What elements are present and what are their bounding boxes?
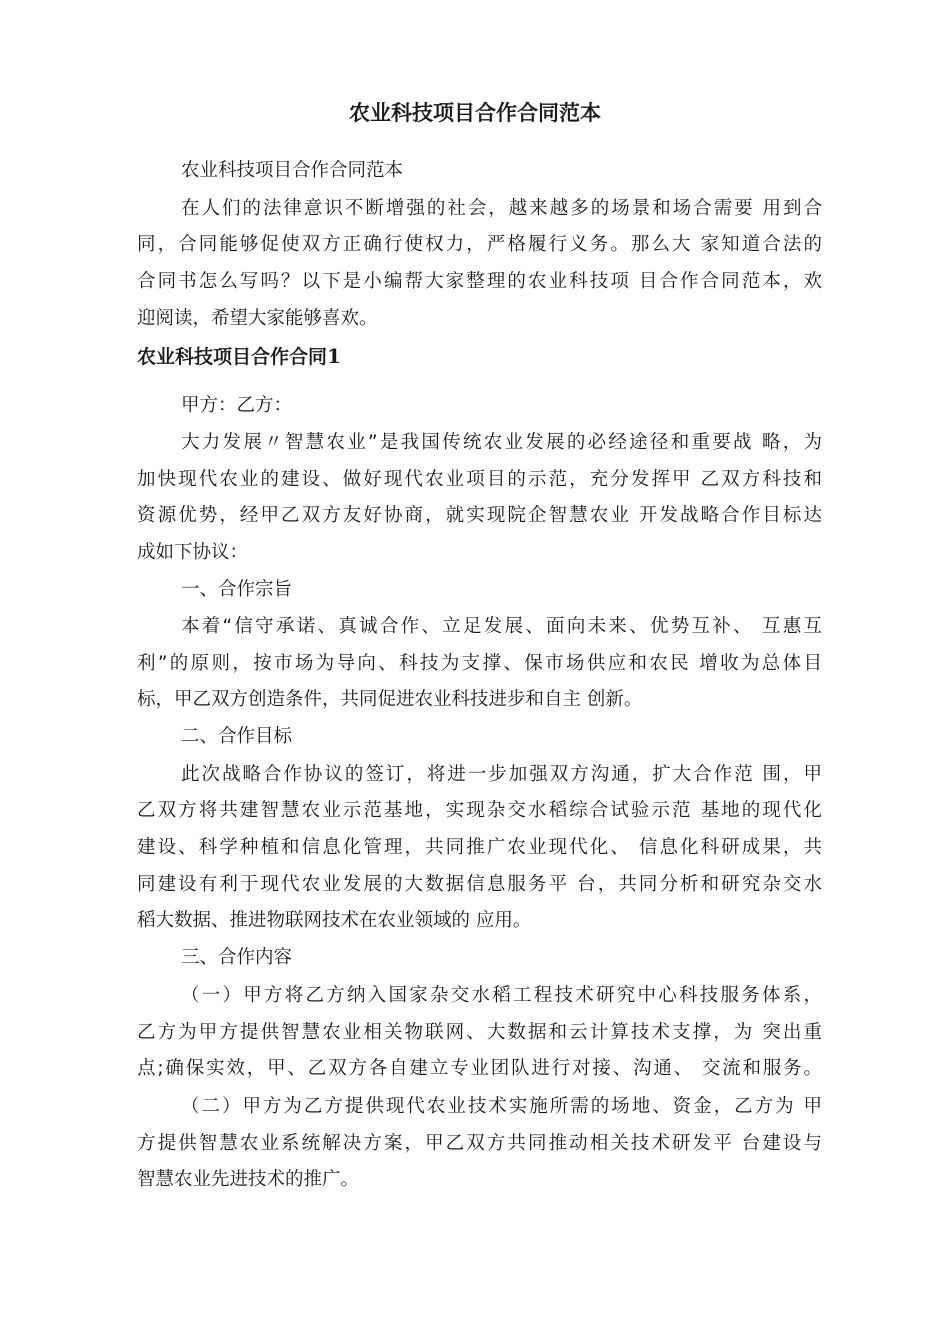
document-title: 农业科技项目合作合同范本	[349, 101, 601, 125]
paragraph-line: （二）甲方为乙方提供现代农业技术实施所需的场地、资金，乙方为 甲	[181, 1096, 822, 1117]
section-heading	[137, 343, 341, 370]
paragraph-line: 成如下协议：	[137, 542, 249, 563]
paragraph-line: 在人们的法律意识不断增强的社会，越来越多的场景和场合需要 用到合	[181, 198, 822, 219]
paragraph-line: 迎阅读，希望大家能够喜欢。	[137, 308, 378, 329]
paragraph-line: 乙方为甲方提供智慧农业相关物联网、大数据和云计算技术支撑，为 突出重	[137, 1022, 822, 1043]
clause-heading: 二、合作目标	[181, 726, 293, 747]
paragraph-line: 大力发展〃智慧农业”是我国传统农业发展的必经途径和重要战 略，为	[181, 432, 822, 453]
clause-heading: 三、合作内容	[181, 947, 293, 968]
paragraph-line: 加快现代农业的建设、做好现代农业项目的示范，充分发挥甲 乙双方科技和	[137, 469, 822, 490]
paragraph-line: 乙双方将共建智慧农业示范基地，实现杂交水稻综合试验示范 基地的现代化	[137, 800, 822, 821]
paragraph-line: 合同书怎么写吗？以下是小编帮大家整理的农业科技项 目合作合同范本，欢	[137, 271, 822, 292]
paragraph-line: 资源优势，经甲乙双方友好协商，就实现院企智慧农业 开发战略合作目标达	[137, 505, 822, 526]
section-heading-number: 1	[327, 344, 341, 368]
paragraph-line: 此次战略合作协议的签订，将进一步加强双方沟通，扩大合作范 围，甲	[181, 764, 822, 785]
parties-line: 甲方：乙方：	[181, 395, 293, 416]
paragraph-line: 标，甲乙双方创造条件，共同促进农业科技进步和自主 创新。	[137, 689, 643, 710]
clause-heading: 一、合作宗旨	[181, 579, 293, 600]
paragraph-line: 点;确保实效，甲、乙双方各自建立专业团队进行对接、沟通、 交流和服务。	[137, 1058, 822, 1079]
paragraph-line: 同，合同能够促使双方正确行使权力，严格履行义务。那么大 家知道合法的	[137, 234, 822, 255]
paragraph-line: 稻大数据、推进物联网技术在农业领域的 应用。	[137, 910, 532, 931]
paragraph-line: 利”的原则，按市场为导向、科技为支撑、保市场供应和农民 增收为总体目	[137, 653, 822, 674]
paragraph-line: 方提供智慧农业系统解决方案，甲乙双方共同推动相关技术研发平 台建设与	[137, 1133, 822, 1154]
paragraph-line: 同建设有利于现代农业发展的大数据信息服务平 台，共同分析和研究杂交水	[137, 874, 822, 895]
section-heading-text: 农业科技项目合作合同	[137, 346, 328, 368]
paragraph-line: 本着“信守承诺、真诚合作、立足发展、面向未来、优势互补、 互惠互	[181, 616, 822, 637]
subtitle-line: 农业科技项目合作合同范本	[181, 160, 404, 181]
paragraph-line: 建设、科学种植和信息化管理，共同推广农业现代化、 信息化科研成果，共	[137, 837, 822, 858]
paragraph-line: 智慧农业先进技术的推广。	[137, 1169, 360, 1190]
paragraph-line: （一）甲方将乙方纳入国家杂交水稻工程技术研究中心科技服务体系，	[181, 985, 822, 1006]
